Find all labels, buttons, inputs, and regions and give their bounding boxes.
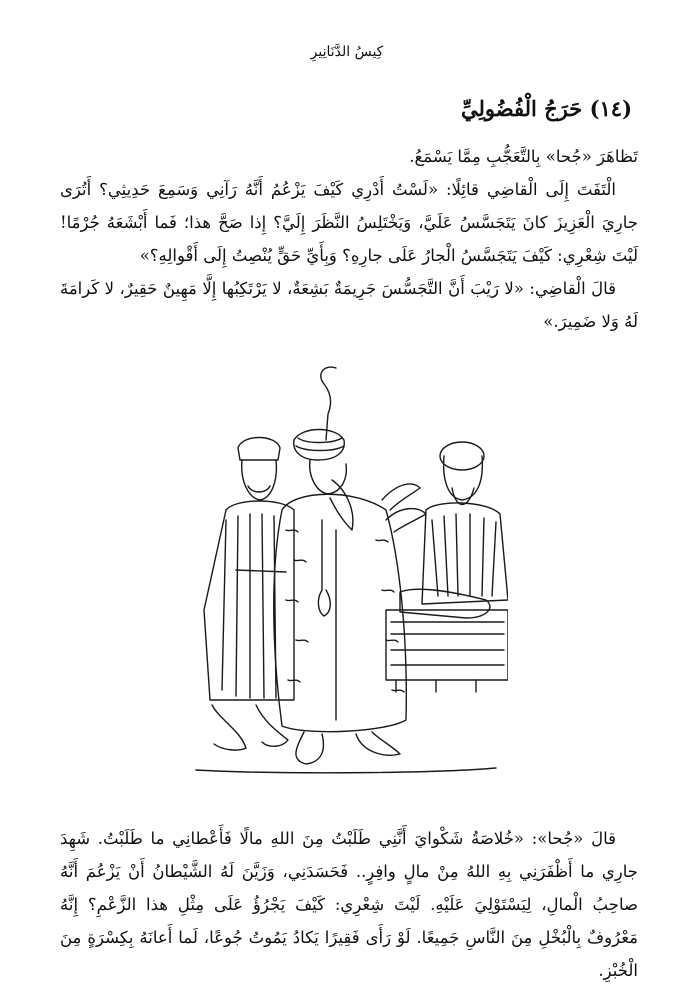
paragraph: قالَ الْقاضِي: «لا رَيْبَ أَنَّ التَّجَسُّسَ جَرِيمَةٌ بَشِعَةٌ، لا يَرْتَكِبُها إِلَّا مَهِينٌ حَقِيرٌ، لا كَرامَةَ لَهُ وَلا ضَمِيرَ.» — [60, 279, 638, 331]
illustration-drawing — [186, 360, 508, 792]
floor-line — [196, 768, 496, 773]
juha-figure — [274, 430, 426, 765]
paragraph: قالَ «جُحا»: «خُلاصَةُ شَكْوايَ أَنَّنِي طَلَبْتُ مِنَ اللهِ مالًا فَأَعْطانِي ما طَلَبْتُ. شَهِدَ جارِي ما أَظْفَرَنِي بِهِ اللهُ مِنْ مالٍ وافِرٍ.. فَحَسَدَنِي، وَزَيَّنَ لَهُ الشَّيْطانُ أَنْ يَزْعُمَ أَنَّهُ صاحِبُ الْمالِ، لِيَسْتَوْلِيَ عَلَيْهِ. لَيْتَ شِعْرِي: كَيْفَ يَجْرُؤُ عَلَى مِثْلِ هذا الزَّعْمِ؟ إِنَّهُ مَعْرُوفٌ بِالْبُخْلِ مِنَ النَّاسِ جَمِيعًا. لَوْ رَأَى فَقِيرًا يَكادُ يَمُوتُ جُوعًا، لَما أَعانَهُ بِكِسْرَةٍ مِنَ الْخُبْزِ. — [60, 829, 638, 980]
text-block-bottom — [60, 822, 638, 987]
illustration — [186, 360, 508, 792]
text-block-top — [60, 140, 638, 338]
chapter-title: (١٤) حَرَجُ الْفُضُولِيِّ — [461, 96, 632, 121]
running-header: كِيسُ الدَّنَانِيرِ — [310, 44, 384, 60]
standing-neighbor — [204, 438, 294, 751]
bench — [386, 610, 508, 680]
paragraph: الْتَفَتَ إِلَى الْقاضِي قائِلًا: «لَسْتُ أَدْرِي كَيْفَ يَزْعُمُ أَنَّهُ رَآنِي وَسَمِعَ حَدِيثِي؟ أَتُرَى جارِيَ الْعَزِيزَ كانَ يَتَجَسَّسُ عَلَيَّ، وَيَخْتَلِسُ النَّظَرَ إِلَيَّ؟ إِذا صَحَّ هذا؛ فَما أَبْشَعَهُ جُرْمًا! لَيْتَ شِعْرِي: كَيْفَ يَتَجَسَّسُ الْجارُ عَلَى جارِهِ؟ وَبِأَيِّ حَقٍّ يُنْصِتُ إِلَى أَقْوالِهِ؟» — [60, 180, 638, 265]
seated-judge — [400, 442, 508, 618]
paragraph: تَظاهَرَ «جُحا» بِالتَّعَجُّبِ مِمَّا يَسْمَعُ. — [409, 147, 638, 166]
